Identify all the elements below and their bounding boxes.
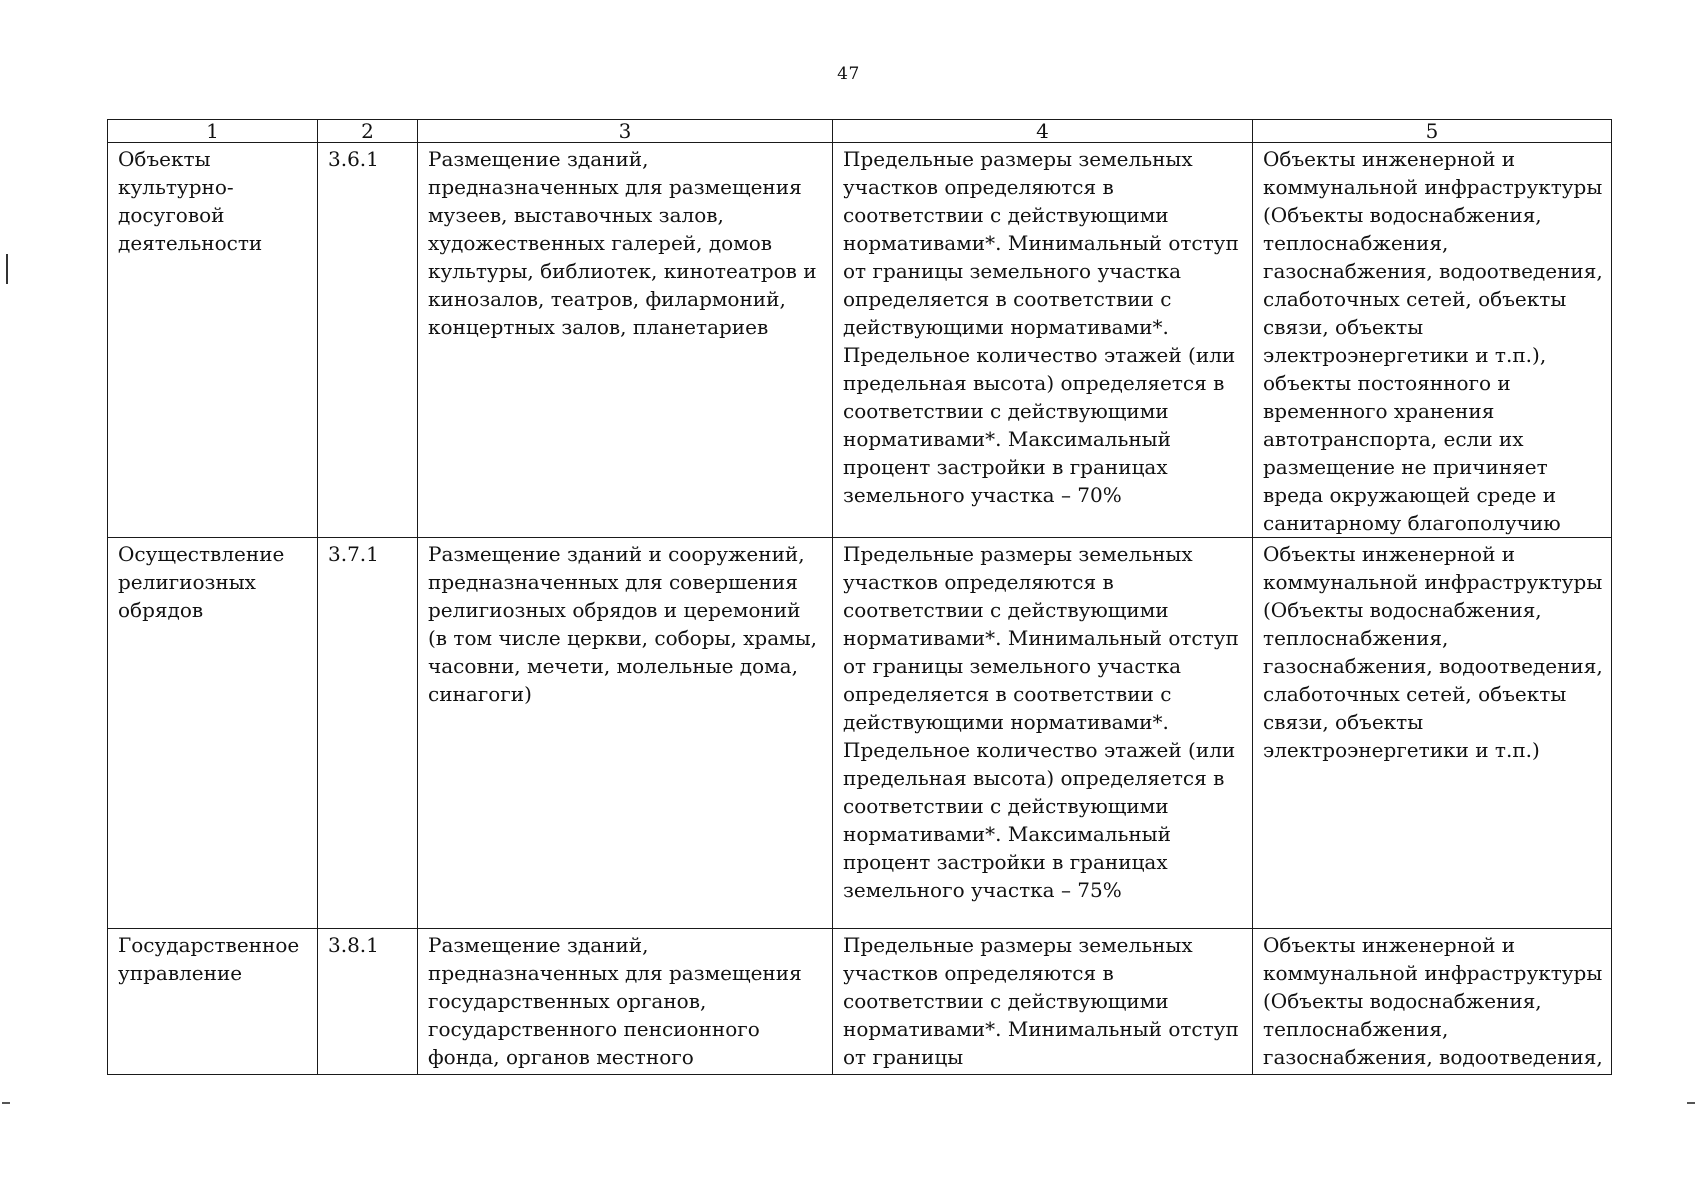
building-parameters-text: Предельные размеры земельных участков определяются в соответствии с действующими нормативами*. Минимальный отступ от границы земельного участка определяется в соответствии с действующими нормативами*. Предельное количество этажей (или предельная высота) определяется в соответствии с действующими нормативами*. Максимальный процент застройки в границах земельного участка – 70% bbox=[843, 147, 1239, 507]
land-use-table-container bbox=[107, 119, 1611, 1075]
use-type-description-text: Размещение зданий, предназначенных для размещения государственных органов, государственного пенсионного фонда, органов местного bbox=[428, 932, 802, 1069]
building-parameters bbox=[833, 538, 1253, 928]
table-row bbox=[108, 928, 1612, 1074]
use-type-code-text: 3.8.1 bbox=[328, 932, 379, 957]
use-type-description bbox=[418, 928, 833, 1074]
use-type-code bbox=[318, 538, 418, 928]
auxiliary-uses bbox=[1253, 928, 1612, 1074]
use-type-description-text: Размещение зданий, предназначенных для размещения музеев, выставочных залов, художественных галерей, домов культуры, библиотек, кинотеатров и кинозалов, театров, филармоний, концертных залов, планетариев bbox=[428, 147, 817, 339]
use-type-code-text: 3.6.1 bbox=[328, 147, 379, 171]
scan-corner-mark-right bbox=[1687, 1102, 1695, 1104]
auxiliary-uses bbox=[1253, 143, 1612, 538]
use-type-code bbox=[318, 928, 418, 1074]
column-header-3: 3 bbox=[418, 120, 833, 143]
use-type-name-text: Объекты культурно-досуговой деятельности bbox=[118, 147, 263, 255]
use-type-name-text: Государственное управление bbox=[118, 932, 300, 985]
building-parameters-text: Предельные размеры земельных участков определяются в соответствии с действующими нормативами*. Минимальный отступ от границы bbox=[843, 932, 1239, 1069]
building-parameters bbox=[833, 928, 1253, 1074]
use-type-description bbox=[418, 538, 833, 928]
use-type-name bbox=[108, 143, 318, 538]
use-type-name-text: Осуществление религиозных обрядов bbox=[118, 542, 285, 623]
use-type-name bbox=[108, 928, 318, 1074]
use-type-name bbox=[108, 538, 318, 928]
auxiliary-uses bbox=[1253, 538, 1612, 928]
column-header-1: 1 bbox=[108, 120, 318, 143]
column-header-5: 5 bbox=[1253, 120, 1612, 143]
table-row bbox=[108, 538, 1612, 928]
land-use-table bbox=[107, 119, 1612, 1075]
use-type-code bbox=[318, 143, 418, 538]
auxiliary-uses-text: Объекты инженерной и коммунальной инфраструктуры (Объекты водоснабжения, теплоснабжения, газоснабжения, водоотведения, bbox=[1263, 932, 1603, 1069]
building-parameters-text: Предельные размеры земельных участков определяются в соответствии с действующими нормативами*. Минимальный отступ от границы земельного участка определяется в соответствии с действующими нормативами*. Предельное количество этажей (или предельная высота) определяется в соответствии с действующими нормативами*. Максимальный процент застройки в границах земельного участка – 75% bbox=[843, 542, 1239, 903]
scan-margin-mark bbox=[6, 254, 8, 284]
table-row bbox=[108, 143, 1612, 538]
column-header-4: 4 bbox=[833, 120, 1253, 143]
column-header-2: 2 bbox=[318, 120, 418, 143]
page-number: 47 bbox=[837, 64, 860, 84]
table-header-row bbox=[108, 120, 1612, 143]
use-type-description-text: Размещение зданий и сооружений, предназначенных для совершения религиозных обрядов и церемоний (в том числе церкви, соборы, храмы, часовни, мечети, молельные дома, синагоги) bbox=[428, 542, 817, 707]
scan-corner-mark-left bbox=[2, 1102, 10, 1104]
auxiliary-uses-text: Объекты инженерной и коммунальной инфраструктуры (Объекты водоснабжения, теплоснабжения, газоснабжения, водоотведения, слаботочных сетей, объекты связи, объекты электроэнергетики и т.п.) bbox=[1263, 542, 1603, 763]
use-type-description bbox=[418, 143, 833, 538]
use-type-code-text: 3.7.1 bbox=[328, 542, 379, 567]
building-parameters bbox=[833, 143, 1253, 538]
auxiliary-uses-text: Объекты инженерной и коммунальной инфраструктуры (Объекты водоснабжения, теплоснабжения, газоснабжения, водоотведения, слаботочных сетей, объекты связи, объекты электроэнергетики и т.п.), объекты постоянного и временного хранения автотранспорта, если их размещение не причиняет вреда окружающей среде и санитарному благополучию bbox=[1263, 147, 1603, 535]
